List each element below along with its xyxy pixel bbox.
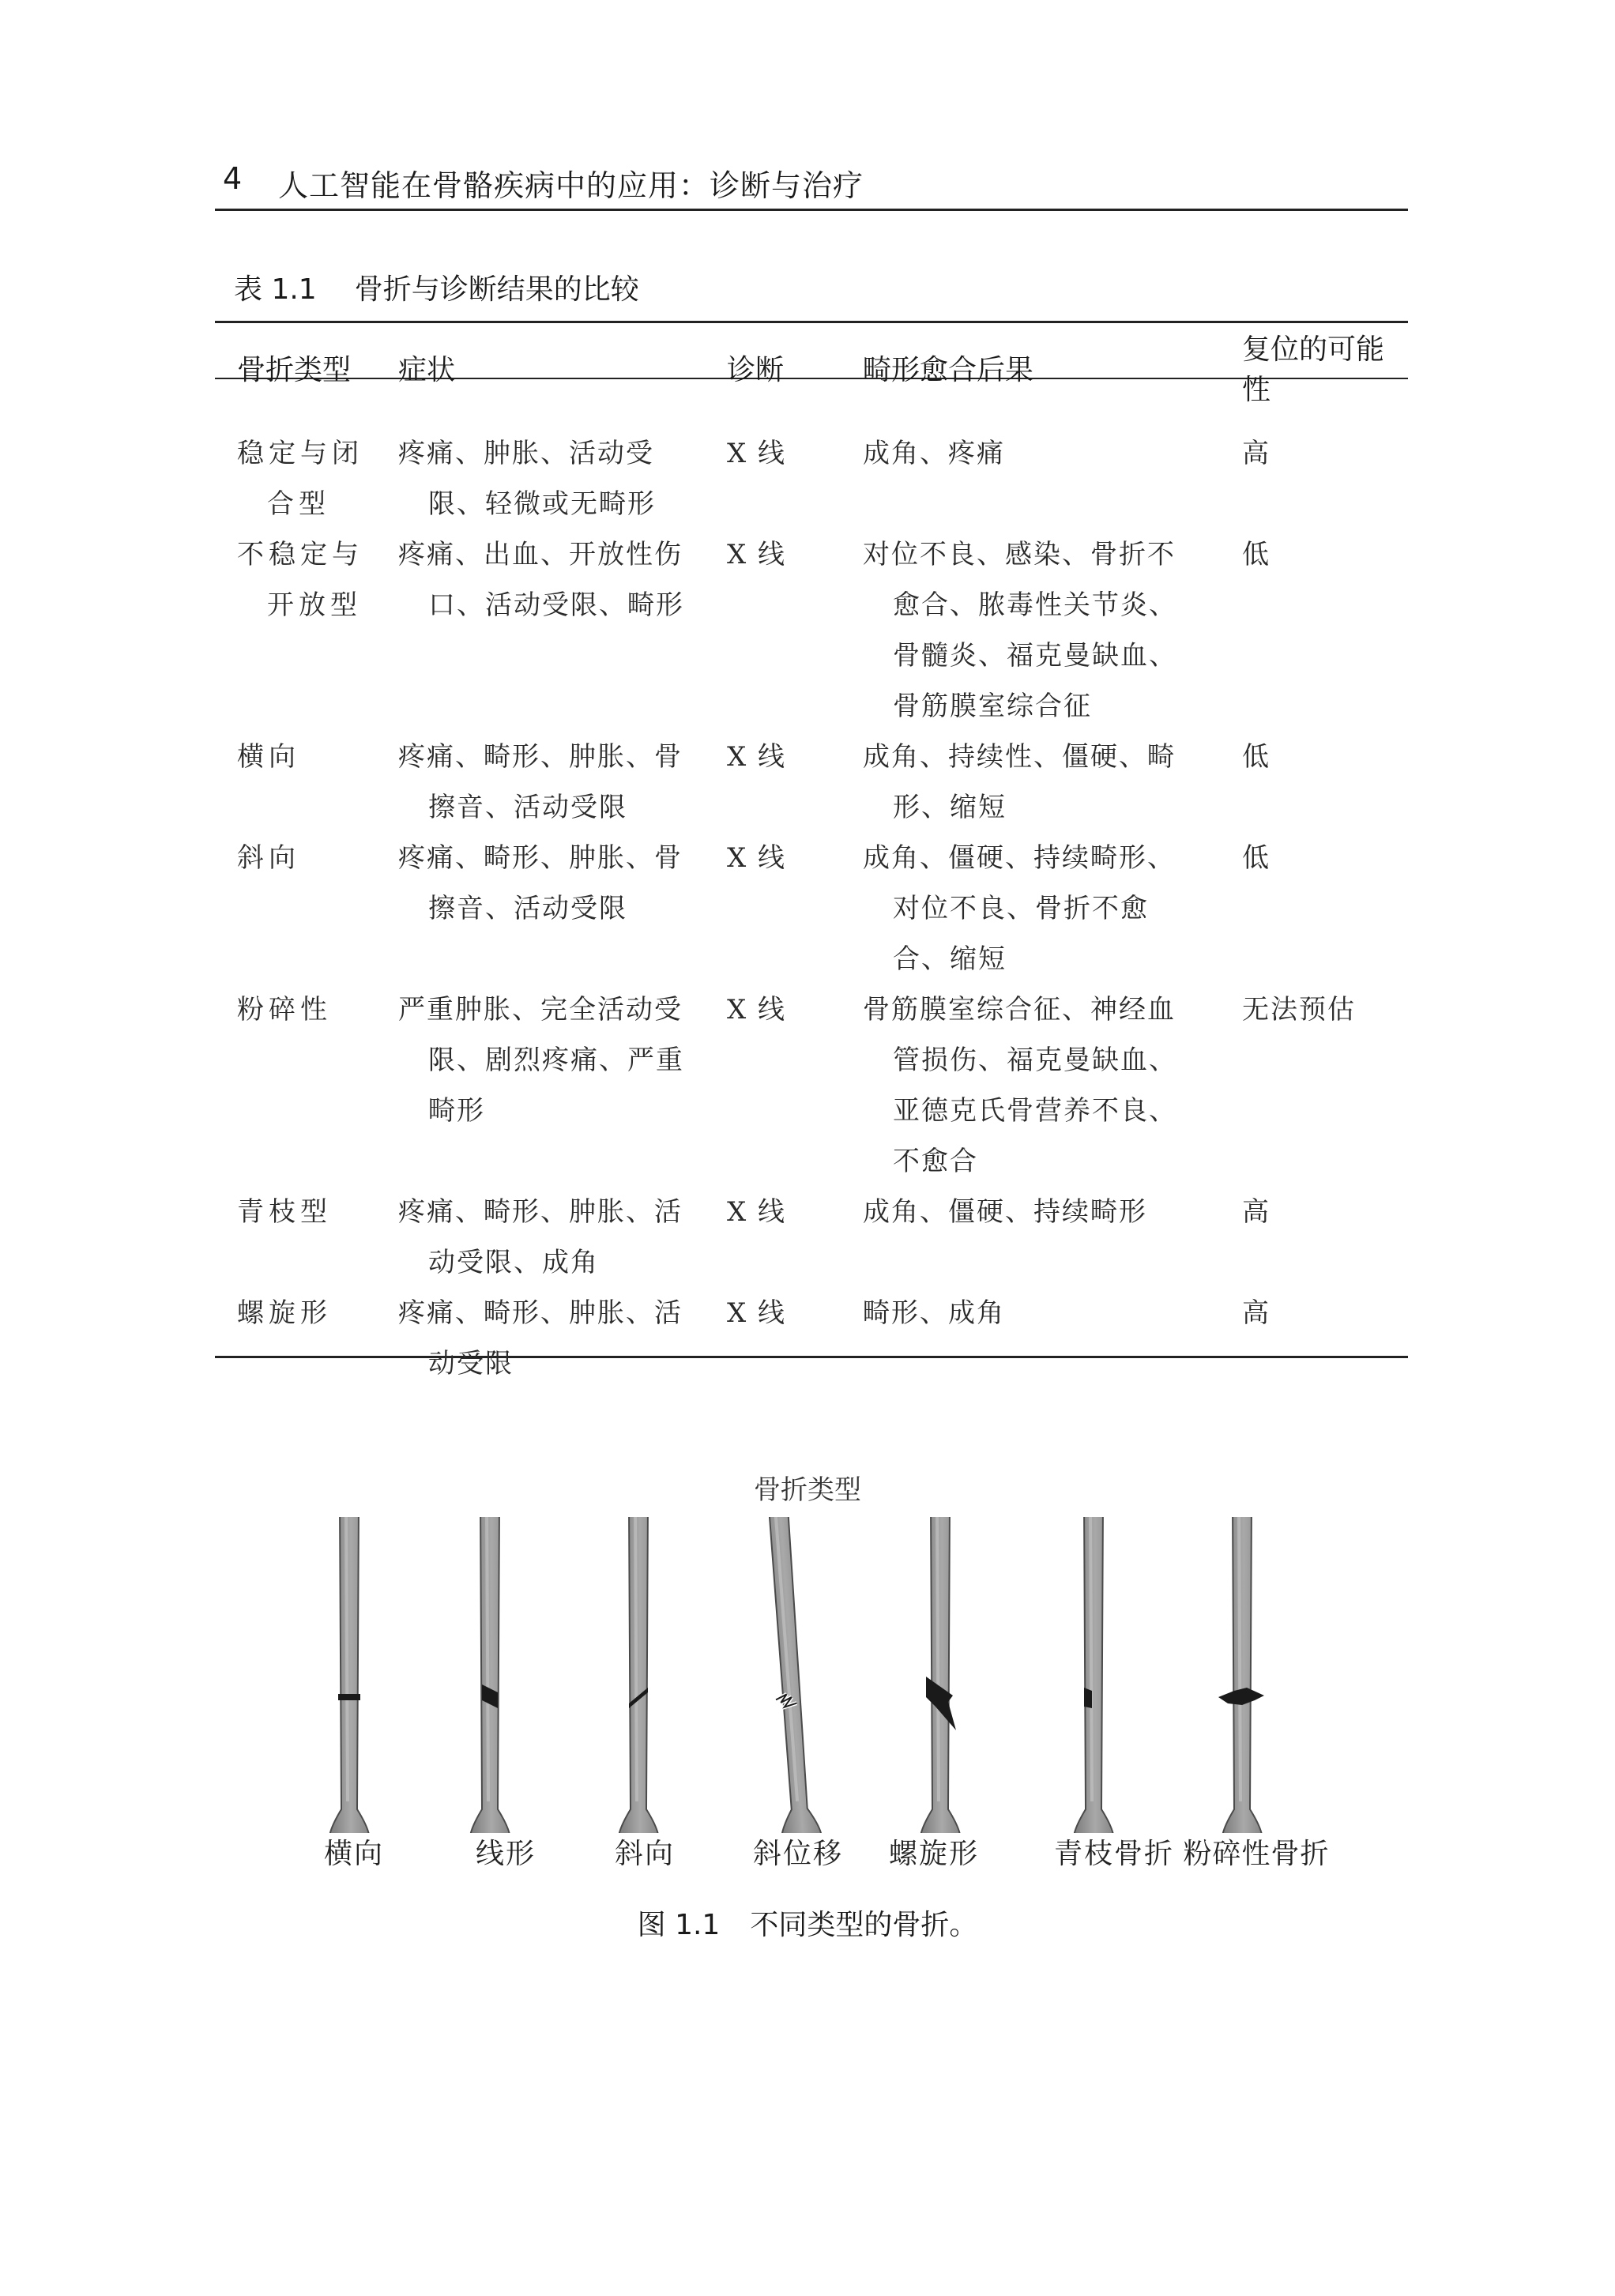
label-comminuted: 粉碎性骨折 bbox=[1183, 1838, 1330, 1870]
cell-reduction: 高 bbox=[1242, 1196, 1271, 1228]
cell-malunion: 对位不良、感染、骨折不愈合、脓毒性关节炎、骨髓炎、福克曼缺血、骨筋膜室综合征 bbox=[863, 539, 1177, 722]
cell-symptoms: 疼痛、畸形、肿胀、骨擦音、活动受限 bbox=[398, 741, 683, 823]
table-caption-number: 表 1.1 bbox=[234, 273, 317, 306]
bone-oblique bbox=[613, 1517, 673, 1833]
cell-type: 不稳定与开放型 bbox=[237, 539, 363, 621]
cell-malunion: 畸形、成角 bbox=[863, 1297, 1005, 1329]
cell-malunion: 骨筋膜室综合征、神经血管损伤、福克曼缺血、亚德克氏骨营养不良、不愈合 bbox=[863, 994, 1177, 1177]
bone-comminuted bbox=[1217, 1517, 1277, 1833]
cell-symptoms: 疼痛、肿胀、活动受限、轻微或无畸形 bbox=[398, 438, 656, 520]
column-header-malunion: 畸形愈合后果 bbox=[863, 353, 1034, 386]
cell-reduction: 高 bbox=[1242, 438, 1271, 469]
table-caption-text: 骨折与诊断结果的比较 bbox=[354, 273, 639, 306]
running-header bbox=[215, 161, 1408, 209]
table-row bbox=[215, 984, 1408, 1187]
cell-diagnosis: X 线 bbox=[727, 438, 787, 469]
cell-malunion: 成角、僵硬、持续畸形 bbox=[863, 1196, 1147, 1228]
cell-reduction: 低 bbox=[1242, 842, 1271, 874]
label-linear: 线形 bbox=[475, 1838, 536, 1870]
cell-symptoms: 疼痛、畸形、肿胀、骨擦音、活动受限 bbox=[398, 842, 683, 924]
table-row bbox=[215, 408, 1408, 529]
cell-reduction: 高 bbox=[1242, 1297, 1271, 1329]
figure-caption-text: 不同类型的骨折。 bbox=[750, 1909, 978, 1941]
cell-type: 横向 bbox=[237, 741, 300, 773]
fracture-comparison-table bbox=[215, 327, 1408, 1389]
cell-symptoms: 严重肿胀、完全活动受限、剧烈疼痛、严重畸形 bbox=[398, 994, 684, 1127]
figure-title: 骨折类型 bbox=[754, 1474, 861, 1506]
label-oblique-displaced: 斜位移 bbox=[752, 1838, 843, 1870]
figure-caption bbox=[0, 1903, 1615, 1943]
label-spiral: 螺旋形 bbox=[888, 1838, 979, 1870]
cell-reduction: 低 bbox=[1242, 539, 1271, 570]
table-row bbox=[215, 1288, 1408, 1389]
table-top-rule bbox=[215, 321, 1408, 323]
cell-reduction: 无法预估 bbox=[1242, 994, 1356, 1026]
cell-type: 螺旋形 bbox=[237, 1297, 332, 1329]
cell-reduction: 低 bbox=[1242, 741, 1271, 773]
cell-diagnosis: X 线 bbox=[727, 1297, 787, 1329]
cell-symptoms: 疼痛、畸形、肿胀、活动受限、成角 bbox=[398, 1196, 683, 1278]
page-number: 4 bbox=[223, 161, 243, 196]
bone-oblique-displaced bbox=[748, 1517, 837, 1833]
cell-type: 青枝型 bbox=[237, 1196, 332, 1228]
table-row bbox=[215, 1187, 1408, 1288]
table-row bbox=[215, 529, 1408, 732]
table-header-row bbox=[215, 327, 1408, 408]
cell-malunion: 成角、持续性、僵硬、畸形、缩短 bbox=[863, 741, 1176, 823]
bone-greenstick bbox=[1068, 1517, 1128, 1833]
cell-malunion: 成角、疼痛 bbox=[863, 438, 1005, 469]
cell-symptoms: 疼痛、畸形、肿胀、活动受限 bbox=[398, 1297, 683, 1379]
column-header-symptoms: 症状 bbox=[398, 353, 456, 386]
label-oblique: 斜向 bbox=[614, 1838, 675, 1870]
cell-type: 粉碎性 bbox=[237, 994, 332, 1026]
column-header-type: 骨折类型 bbox=[237, 353, 352, 386]
table-row bbox=[215, 732, 1408, 833]
cell-diagnosis: X 线 bbox=[727, 539, 787, 570]
cell-diagnosis: X 线 bbox=[727, 842, 787, 874]
cell-diagnosis: X 线 bbox=[727, 741, 787, 773]
header-rule bbox=[215, 209, 1408, 211]
cell-type: 斜向 bbox=[237, 842, 300, 874]
table-caption bbox=[234, 267, 639, 307]
cell-type: 稳定与闭合型 bbox=[237, 438, 363, 520]
cell-diagnosis: X 线 bbox=[727, 1196, 787, 1228]
column-header-reduction: 复位的可能性 bbox=[1242, 333, 1385, 406]
bone-transverse bbox=[324, 1517, 384, 1833]
figure-caption-number: 图 1.1 bbox=[637, 1909, 721, 1941]
label-transverse: 横向 bbox=[323, 1838, 384, 1870]
bone-spiral bbox=[915, 1517, 975, 1833]
label-greenstick: 青枝骨折 bbox=[1053, 1838, 1174, 1870]
cell-malunion: 成角、僵硬、持续畸形、对位不良、骨折不愈合、缩短 bbox=[863, 842, 1176, 975]
cell-diagnosis: X 线 bbox=[727, 994, 787, 1026]
column-header-diagnosis: 诊断 bbox=[727, 353, 785, 386]
table-row bbox=[215, 833, 1408, 984]
running-title: 人工智能在骨骼疾病中的应用：诊断与治疗 bbox=[278, 168, 864, 203]
bone-linear bbox=[465, 1517, 525, 1833]
cell-symptoms: 疼痛、出血、开放性伤口、活动受限、畸形 bbox=[398, 539, 684, 621]
fracture-types-illustration bbox=[0, 1517, 1615, 1833]
